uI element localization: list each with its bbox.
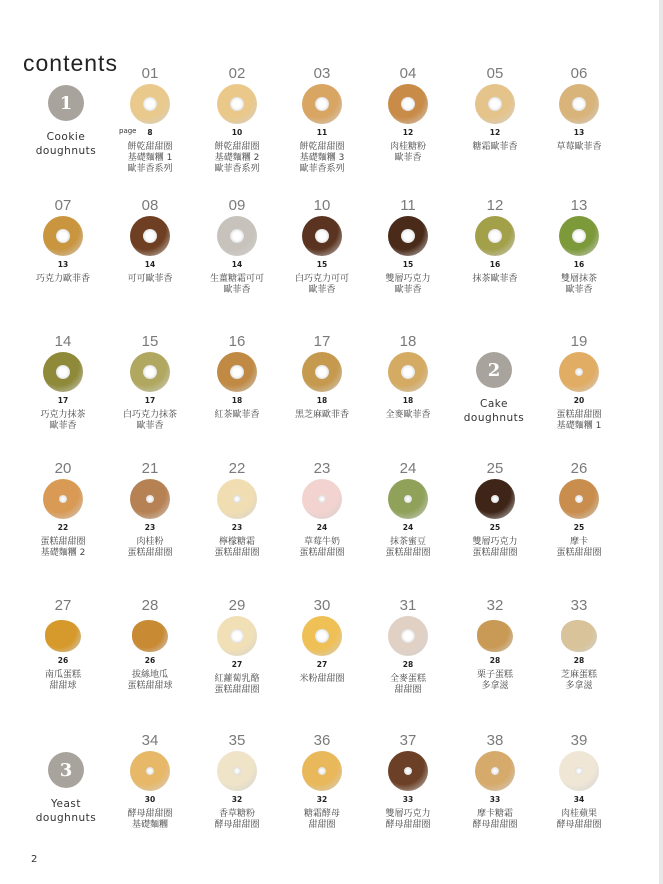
recipe-name [110,809,190,831]
doughnut-photo [217,352,257,392]
recipe-name [110,274,190,285]
doughnut-photo [302,479,342,519]
recipe-item-21[interactable] [110,460,190,559]
recipe-number: 24 [399,460,417,477]
recipe-name-line: 酵母甜甜圈 [556,820,602,830]
recipe-name-line: 蛋糕甜甜圈 [127,548,173,558]
recipe-item-05[interactable] [455,65,535,153]
recipe-name-line: 蛋糕甜甜圈 [472,548,518,558]
recipe-item-35[interactable] [197,732,277,831]
doughnut-photo [217,216,257,256]
recipe-name-line: 雙層巧克力 [385,809,431,819]
doughnut-photo [559,84,599,124]
recipe-number: 31 [399,597,417,614]
recipe-name [455,537,535,559]
recipe-number: 35 [228,732,246,749]
recipe-name-line: 芝麻蛋糕 [560,670,597,680]
recipe-page-number: 27 [231,660,243,669]
section-label [27,130,105,158]
recipe-name [539,537,619,559]
recipe-name-line: 酵母甜甜圈 [472,820,518,830]
recipe-name [197,809,277,831]
recipe-name-line: 雙層巧克力 [385,274,431,284]
recipe-page-number: 10 [231,128,243,137]
doughnut-photo [302,216,342,256]
recipe-item-16[interactable] [197,333,277,421]
recipe-page-number: 26 [57,656,69,665]
recipe-item-22[interactable] [197,460,277,559]
recipe-item-34[interactable] [110,732,190,831]
doughnut-photo [559,479,599,519]
recipe-number: 27 [54,597,72,614]
recipe-name [455,670,535,692]
doughnut-photo [43,352,83,392]
recipe-name [282,674,362,685]
doughnut-photo [130,352,170,392]
recipe-page-number: 25 [489,523,501,532]
recipe-name-line: 多拿滋 [565,681,593,691]
recipe-item-13[interactable] [539,197,619,296]
doughnut-photo [388,84,428,124]
recipe-page-number: 24 [316,523,328,532]
recipe-number: 07 [54,197,72,214]
recipe-page-number: 24 [402,523,414,532]
recipe-name-line: 基礎麵糰 [131,820,168,830]
recipe-name [368,809,448,831]
recipe-name-line: 基礎麵糰 2 [40,548,86,558]
recipe-name-line: 巧克力歐菲香 [35,274,90,284]
recipe-name-line: 蛋糕甜甜圈 [556,410,602,420]
recipe-name [539,809,619,831]
recipe-number: 02 [228,65,246,82]
recipe-name-line: 肉桂粉 [136,537,164,547]
section-header-3 [27,752,105,825]
recipe-number: 15 [141,333,159,350]
recipe-number: 33 [570,597,588,614]
recipe-item-33[interactable] [539,597,619,692]
recipe-page-number: 18 [316,396,328,405]
recipe-number: 34 [141,732,159,749]
recipe-name-line: 蛋糕甜甜圈 [214,685,260,695]
recipe-page-number: 15 [316,260,328,269]
recipe-item-11[interactable] [368,197,448,296]
recipe-number: 16 [228,333,246,350]
recipe-name-line: 歐菲香系列 [299,164,345,174]
doughnut-photo [477,620,513,652]
recipe-item-20[interactable] [23,460,103,559]
recipe-name-line: 香草糖粉 [218,809,255,819]
recipe-name-line: 紅蘿蔔乳酪 [214,674,260,684]
recipe-name-line: 蛋糕甜甜圈 [214,548,260,558]
recipe-name [539,142,619,153]
recipe-number: 36 [313,732,331,749]
recipe-name-line: 酵母甜甜圈 [385,820,431,830]
recipe-item-29[interactable] [197,597,277,696]
recipe-name-line: 甜甜圈 [394,685,422,695]
recipe-item-39[interactable] [539,732,619,831]
recipe-name-line: 酵母甜甜圈 [127,809,173,819]
recipe-number: 06 [570,65,588,82]
recipe-page-number: 17 [57,396,69,405]
doughnut-photo [217,479,257,519]
recipe-name-line: 雙層抹茶 [560,274,597,284]
recipe-name-line: 全麥蛋糕 [389,674,426,684]
recipe-page-number: 23 [144,523,156,532]
recipe-page-number: 13 [57,260,69,269]
section-label-line: Cake [480,398,508,410]
recipe-name-line: 抹茶歐菲香 [472,274,518,284]
recipe-name-line: 白巧克力抹茶 [122,410,177,420]
recipe-name [455,809,535,831]
recipe-number: 25 [486,460,504,477]
doughnut-photo [475,751,515,791]
recipe-name-line: 歐菲香系列 [214,164,260,174]
recipe-number: 05 [486,65,504,82]
doughnut-photo [43,479,83,519]
recipe-number: 09 [228,197,246,214]
recipe-item-03[interactable] [282,65,362,175]
recipe-name-line: 糖霜歐菲香 [472,142,518,152]
recipe-item-10[interactable] [282,197,362,296]
doughnut-photo [302,751,342,791]
recipe-name-line: 基礎麵糰 2 [214,153,260,163]
recipe-item-06[interactable] [539,65,619,153]
recipe-page-number: 14 [144,260,156,269]
recipe-name-line: 酵母甜甜圈 [214,820,260,830]
doughnut-photo [475,479,515,519]
recipe-name [368,274,448,296]
section-header-2 [455,352,533,425]
recipe-name-line: 餅乾甜甜圈 [214,142,260,152]
recipe-number: 08 [141,197,159,214]
recipe-name [197,674,277,696]
recipe-name [110,142,190,175]
recipe-page-number: 13 [573,128,585,137]
recipe-name-line: 白巧克力可可 [294,274,349,284]
recipe-number: 38 [486,732,504,749]
doughnut-photo [302,84,342,124]
recipe-item-24[interactable] [368,460,448,559]
doughnut-photo [130,479,170,519]
recipe-item-15[interactable] [110,333,190,432]
recipe-name-line: 基礎麵糰 3 [299,153,345,163]
recipe-name [282,410,362,421]
doughnut-photo [217,751,257,791]
recipe-item-26[interactable] [539,460,619,559]
section-number-badge: 1 [48,85,84,121]
recipe-item-17[interactable] [282,333,362,421]
recipe-number: 32 [486,597,504,614]
recipe-name-line: 摩卡 [569,537,588,547]
recipe-number: 26 [570,460,588,477]
recipe-page-number: 28 [489,656,501,665]
recipe-name-line: 歐菲香系列 [127,164,173,174]
recipe-page-number: 30 [144,795,156,804]
recipe-name-line: 肉桂糖粉 [389,142,426,152]
doughnut-photo [132,620,168,652]
recipe-name-line: 摩卡糖霜 [476,809,513,819]
doughnut-photo [43,216,83,256]
recipe-name [539,670,619,692]
recipe-name [539,410,619,432]
recipe-name-line: 蛋糕甜甜球 [127,681,173,691]
recipe-item-19[interactable] [539,333,619,432]
recipe-page-number: 25 [573,523,585,532]
recipe-page-number: 32 [231,795,243,804]
doughnut-photo [130,216,170,256]
recipe-page-number: 11 [316,128,328,137]
recipe-name [110,410,190,432]
recipe-item-28[interactable] [110,597,190,692]
doughnut-photo [561,620,597,652]
doughnut-photo [388,352,428,392]
section-label-line: doughnuts [463,412,525,424]
recipe-page-number: 15 [402,260,414,269]
recipe-number: 39 [570,732,588,749]
recipe-item-07[interactable] [23,197,103,285]
recipe-name-line: 餅乾甜甜圈 [127,142,173,152]
section-label [27,797,105,825]
recipe-page-number: 8 [147,128,153,137]
doughnut-photo [388,216,428,256]
recipe-name [110,537,190,559]
doughnut-photo [388,751,428,791]
recipe-name [197,142,277,175]
recipe-name [539,274,619,296]
doughnut-photo [559,751,599,791]
recipe-item-18[interactable] [368,333,448,421]
recipe-name [110,670,190,692]
recipe-number: 29 [228,597,246,614]
recipe-page-number: 12 [402,128,414,137]
recipe-item-09[interactable] [197,197,277,296]
recipe-page-number: 20 [573,396,585,405]
recipe-name-line: 基礎麵糰 1 [127,153,173,163]
recipe-number: 01 [141,65,159,82]
recipe-item-31[interactable] [368,597,448,696]
recipe-name [282,537,362,559]
recipe-page-number: 28 [402,660,414,669]
recipe-page-number: 28 [573,656,585,665]
recipe-item-32[interactable] [455,597,535,692]
recipe-name [455,142,535,153]
recipe-item-14[interactable] [23,333,103,432]
recipe-name-line: 歐菲香 [565,285,593,295]
recipe-page-number: 18 [231,396,243,405]
recipe-number: 03 [313,65,331,82]
recipe-item-38[interactable] [455,732,535,831]
recipe-name [455,274,535,285]
recipe-number: 04 [399,65,417,82]
recipe-page-number: 34 [573,795,585,804]
recipe-name [368,537,448,559]
doughnut-photo [559,352,599,392]
recipe-number: 13 [570,197,588,214]
recipe-page-number: 16 [489,260,501,269]
recipe-number: 14 [54,333,72,350]
doughnut-photo [217,84,257,124]
recipe-name-line: 蛋糕甜甜圈 [385,548,431,558]
recipe-name-line: 糖霜酵母 [303,809,340,819]
recipe-name-line: 蛋糕甜甜圈 [299,548,345,558]
recipe-name-line: 草莓歐菲香 [556,142,602,152]
recipe-page-number: 22 [57,523,69,532]
doughnut-photo [130,84,170,124]
recipe-item-12[interactable] [455,197,535,285]
recipe-name-line: 歐菲香 [394,153,422,163]
recipe-page-number: 33 [489,795,501,804]
recipe-name-line: 多拿滋 [481,681,509,691]
doughnut-photo [388,479,428,519]
recipe-item-37[interactable] [368,732,448,831]
recipe-number: 11 [400,197,416,214]
recipe-number: 19 [570,333,588,350]
recipe-number: 20 [54,460,72,477]
recipe-name [197,410,277,421]
page-number: 2 [31,854,38,865]
doughnut-photo [302,616,342,656]
recipe-name-line: 蛋糕甜甜圈 [40,537,86,547]
recipe-name-line: 巧克力抹茶 [40,410,86,420]
doughnut-photo [130,751,170,791]
page-title: contents [23,50,118,76]
recipe-name-line: 可可歐菲香 [127,274,173,284]
recipe-item-30[interactable] [282,597,362,685]
recipe-name-line: 雙層巧克力 [472,537,518,547]
recipe-name-line: 抹茶蜜豆 [389,537,426,547]
recipe-name-line: 歐菲香 [308,285,336,295]
section-label [455,397,533,425]
recipe-name-line: 栗子蛋糕 [476,670,513,680]
recipe-page-number: 33 [402,795,414,804]
recipe-number: 10 [313,197,331,214]
recipe-name [23,670,103,692]
recipe-page-number: 12 [489,128,501,137]
recipe-name-line: 歐菲香 [223,285,251,295]
recipe-item-04[interactable] [368,65,448,164]
page-column-label: page [119,127,137,135]
recipe-name-line: 檸檬糖霜 [218,537,255,547]
recipe-page-number: 17 [144,396,156,405]
recipe-name [23,274,103,285]
recipe-name-line: 肉桂蘋果 [560,809,597,819]
doughnut-photo [475,216,515,256]
recipe-name-line: 南瓜蛋糕 [44,670,81,680]
recipe-number: 30 [313,597,331,614]
recipe-page-number: 26 [144,656,156,665]
recipe-number: 22 [228,460,246,477]
recipe-page-number: 14 [231,260,243,269]
recipe-page-number: 18 [402,396,414,405]
doughnut-photo [217,616,257,656]
recipe-name-line: 全麥歐菲香 [385,410,431,420]
doughnut-photo [559,216,599,256]
recipe-item-23[interactable] [282,460,362,559]
recipe-name [282,142,362,175]
recipe-number: 18 [399,333,417,350]
recipe-number: 12 [486,197,504,214]
section-header-1 [27,85,105,158]
recipe-name [282,809,362,831]
recipe-page-number: 16 [573,260,585,269]
recipe-name-line: 拔絲地瓜 [131,670,168,680]
section-label-line: Yeast [50,798,81,810]
recipe-name-line: 餅乾甜甜圈 [299,142,345,152]
recipe-name [368,410,448,421]
recipe-name [282,274,362,296]
recipe-name [23,537,103,559]
section-number-badge: 2 [476,352,512,388]
recipe-name [368,674,448,696]
recipe-name [197,537,277,559]
section-label-line: Cookie [46,131,86,143]
recipe-name-line: 歐菲香 [136,421,164,431]
recipe-item-02[interactable] [197,65,277,175]
recipe-name-line: 米粉甜甜圈 [299,674,345,684]
doughnut-photo [45,620,81,652]
section-label-line: doughnuts [35,145,97,157]
recipe-page-number: 32 [316,795,328,804]
recipe-name [23,410,103,432]
recipe-name-line: 生薑糖霜可可 [209,274,264,284]
recipe-name-line: 甜甜圈 [308,820,336,830]
recipe-name [197,274,277,296]
page-edge [659,0,663,884]
recipe-item-01[interactable] [110,65,190,175]
recipe-name-line: 草莓牛奶 [303,537,340,547]
recipe-item-25[interactable] [455,460,535,559]
recipe-number: 23 [313,460,331,477]
section-number-badge: 3 [48,752,84,788]
recipe-name-line: 基礎麵糰 1 [556,421,602,431]
recipe-name-line: 紅茶歐菲香 [214,410,260,420]
recipe-name-line: 甜甜球 [49,681,77,691]
section-label-line: doughnuts [35,812,97,824]
recipe-name-line: 歐菲香 [49,421,77,431]
recipe-number: 28 [141,597,159,614]
recipe-number: 37 [399,732,417,749]
recipe-name-line: 蛋糕甜甜圈 [556,548,602,558]
doughnut-photo [302,352,342,392]
recipe-item-08[interactable] [110,197,190,285]
doughnut-photo [475,84,515,124]
recipe-name [368,142,448,164]
recipe-page-number: 27 [316,660,328,669]
recipe-item-36[interactable] [282,732,362,831]
recipe-name-line: 黑芝麻歐菲香 [294,410,349,420]
recipe-item-27[interactable] [23,597,103,692]
recipe-page-number: 23 [231,523,243,532]
doughnut-photo [388,616,428,656]
recipe-name-line: 歐菲香 [394,285,422,295]
recipe-number: 17 [313,333,331,350]
recipe-number: 21 [141,460,159,477]
